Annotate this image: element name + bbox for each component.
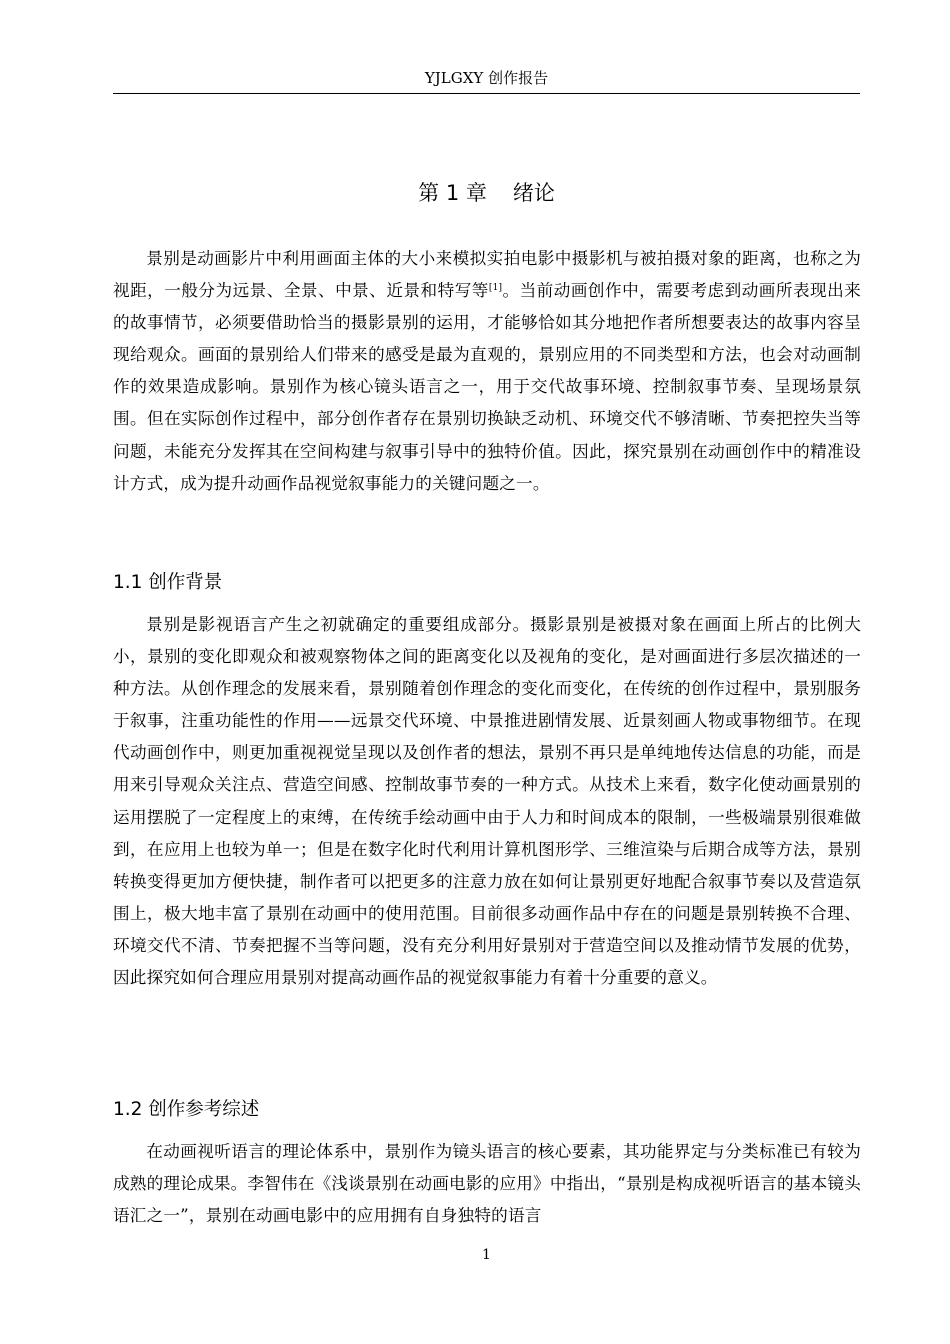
section-heading-1-1: 1.1 创作背景: [113, 572, 223, 593]
page-number: 1: [482, 1247, 491, 1263]
header-divider: [113, 93, 860, 94]
chapter-number: 第 1 章: [418, 181, 487, 205]
running-header: YJLGXY 创作报告: [424, 69, 549, 87]
section-1-1-paragraph: 景别是影视语言产生之初就确定的重要组成部分。摄影景别是被摄对象在画面上所占的比例大小，景别的变化即观众和被观察物体之间的距离变化以及视角的变化，是对画面进行多层次描述的一种方法。从创作理念的发展来看，景别随着创作理念的变化而变化，在传统的创作过程中，景别服务于叙事，注重功能性的作用——远景交代环境、中景推进剧情发展、近景刻画人物或事物细节。在现代动画创作中，则更加重视视觉呈现以及创作者的想法，景别不再只是单纯地传达信息的功能，而是用来引导观众关注点、营造空间感、控制故事节奏的一种方式。从技术上来看，数字化使动画景别的运用摆脱了一定程度上的束缚，在传统手绘动画中由于人力和时间成本的限制，一些极端景别很难做到，在应用上也较为单一；但是在数字化时代利用计算机图形学、三维渲染与后期合成等方法，景别转换变得更加方便快捷，制作者可以把更多的注意力放在如何让景别更好地配合叙事节奏以及营造氛围上，极大地丰富了景别在动画中的使用范围。目前很多动画作品中存在的问题是景别转换不合理、环境交代不清、节奏把握不当等问题，没有充分利用好景别对于营造空间以及推动情节发展的优势，因此探究如何合理应用景别对提高动画作品的视觉叙事能力有着十分重要的意义。: [113, 615, 861, 988]
citation-marker: [1]: [488, 283, 503, 294]
intro-text-part-1: 景别是动画影片中利用画面主体的大小来模拟实拍电影中摄影机与被拍摄对象的距离，也称之为视距，一般分为远景、全景、中景、近景和特写等: [113, 249, 861, 301]
chapter-name: 绪论: [512, 181, 555, 205]
section-heading-1-2: 1.2 创作参考综述: [113, 1099, 260, 1120]
section-1-2-paragraph: 在动画视听语言的理论体系中，景别作为镜头语言的核心要素，其功能界定与分类标准已有较为成熟的理论成果。李智伟在《浅谈景别在动画电影的应用》中指出，“景别是构成视听语言的基本镜头语汇之一”，景别在动画电影中的应用拥有自身独特的语言: [113, 1142, 861, 1226]
intro-paragraph: [113, 243, 861, 500]
intro-text-part-2: 。当前动画创作中，需要考虑到动画所表现出来的故事情节，必须要借助恰当的摄影景别的运用，才能够恰如其分地把作者所想要表达的故事内容呈现给观众。画面的景别给人们带来的感受是最为直观的，景别应用的不同类型和方法，也会对动画制作的效果造成影响。景别作为核心镜头语言之一，用于交代故事环境、控制叙事节奏、呈现场景氛围。但在实际创作过程中，部分创作者存在景别切换缺乏动机、环境交代不够清晰、节奏把控失当等问题，未能充分发挥其在空间构建与叙事引导中的独特价值。因此，探究景别在动画创作中的精准设计方式，成为提升动画作品视觉叙事能力的关键问题之一。: [113, 281, 861, 493]
chapter-title: [113, 178, 860, 208]
